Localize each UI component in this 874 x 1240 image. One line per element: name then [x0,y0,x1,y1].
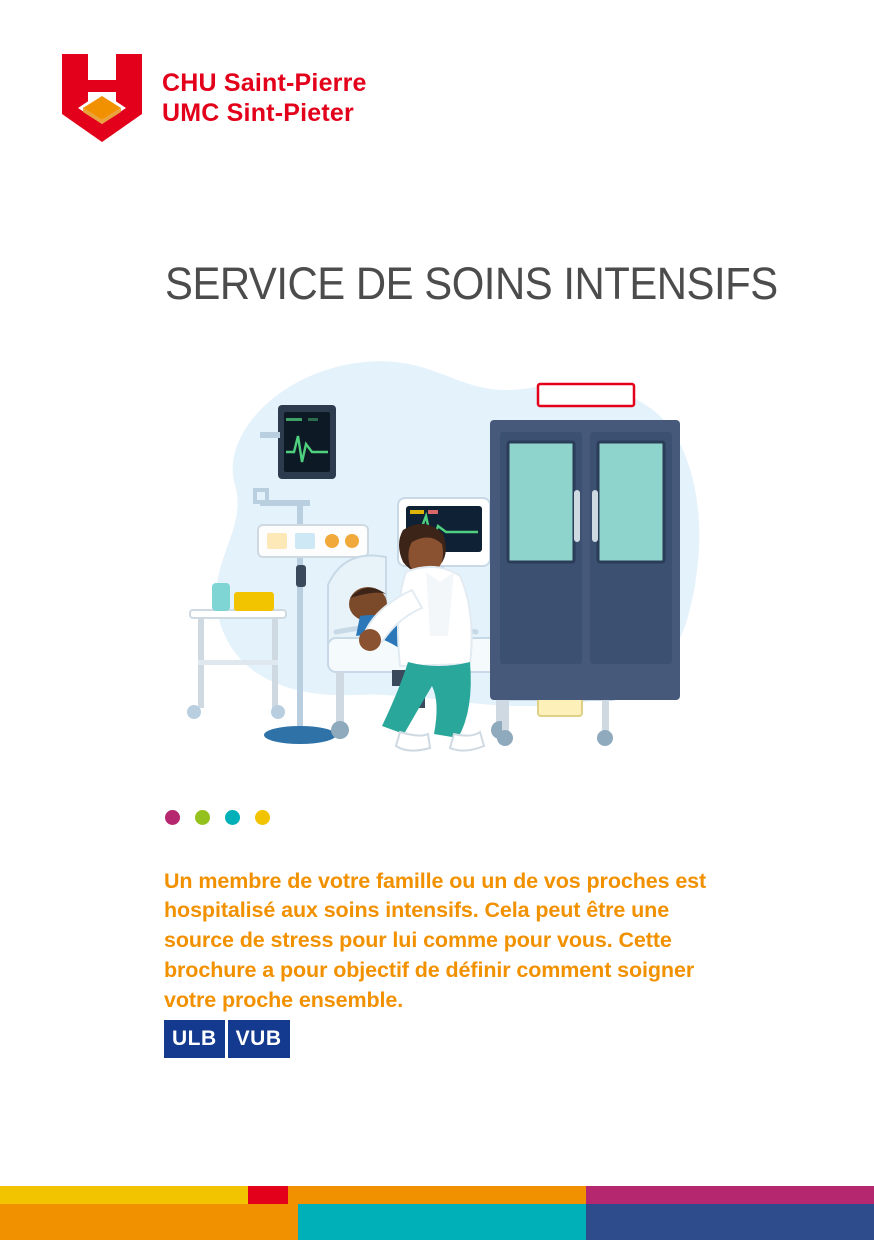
footer-bar-magenta [586,1186,874,1204]
footer-bar-orange [288,1186,586,1204]
page-title: SERVICE DE SOINS INTENSIFS [165,258,778,309]
vub-logo: VUB [228,1020,290,1058]
footer-bar-red [248,1186,288,1204]
hospital-name-nl: UMC Sint-Pieter [162,99,354,127]
hospital-logo-block [58,52,367,144]
intro-paragraph: Un membre de votre famille ou un de vos proches est hospitalisé aux soins intensifs. Cela peut être une source de stress pour lui comme pour vous. Cette brochure a pour objectif de définir comment soigner votre proche ensemble. [164,868,707,1012]
footer-bar-orange-lower [0,1204,298,1240]
footer-bar-cyan-lower [298,1204,586,1240]
hospital-name [162,68,367,129]
university-logos [164,1020,290,1058]
dot-green [195,810,210,825]
decorative-dots [165,810,270,825]
dot-magenta [165,810,180,825]
icu-doors [490,384,680,700]
intensive-care-unit-illustration [160,340,720,770]
infusion-pump [258,525,368,557]
hospital-name-fr: CHU Saint-Pierre [162,68,367,97]
chu-saint-pierre-logo-icon [58,52,146,144]
footer-bar-blue-lower [586,1204,874,1240]
ulb-logo: ULB [164,1020,225,1058]
dot-cyan [225,810,240,825]
footer-bar-yellow [0,1186,248,1204]
dot-yellow [255,810,270,825]
